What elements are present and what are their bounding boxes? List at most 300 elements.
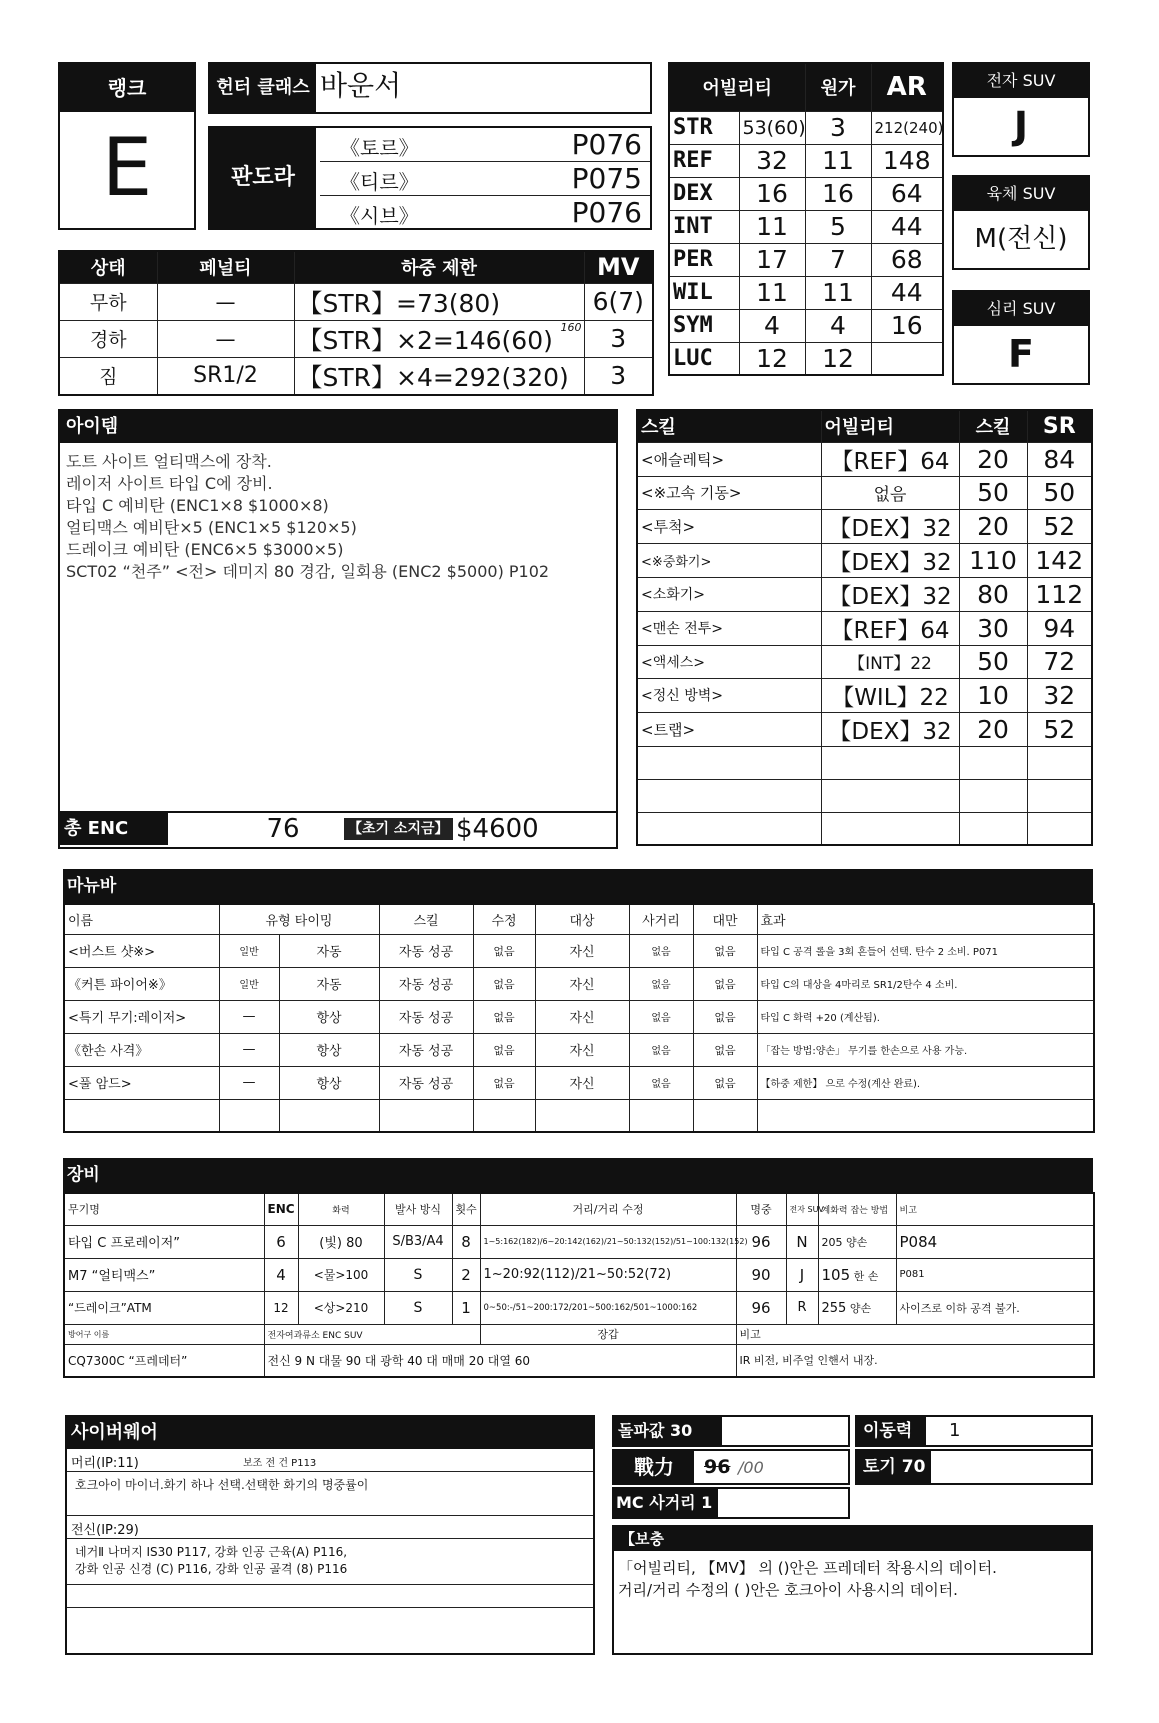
weapon-header: 발사 방식 (384, 1193, 452, 1225)
ability-name: WIL (669, 276, 739, 309)
power-box (612, 1449, 850, 1485)
skill-value: 30 (959, 611, 1027, 645)
maneuver-header: 수정 (473, 904, 535, 934)
maneuver-timing: 항상 (279, 1033, 379, 1066)
ability-ar: 68 (871, 243, 943, 276)
weapon-header: 무기명 (64, 1193, 264, 1225)
class-value: 바운서 (320, 69, 402, 102)
ability-base: 12 (739, 342, 805, 375)
maneuver-effect: 타입 C 화력 +20 (계산됨). (757, 1000, 1094, 1033)
ability-header: 원가 (805, 63, 871, 111)
weapons-table (63, 1192, 1095, 1378)
skill-sr: 52 (1027, 712, 1092, 746)
armor-header-group (264, 1324, 480, 1344)
cyberware-slot-name: 머리(IP:11) (71, 1456, 139, 1471)
ability-ar: 64 (871, 177, 943, 210)
weapon-count: 1 (452, 1291, 480, 1324)
item-line: 레이저 사이트 타입 C에 장비. (66, 474, 273, 493)
class-box (208, 62, 652, 114)
physical-suv-value: M(전신) (974, 224, 1068, 254)
skill-empty (637, 779, 821, 812)
mental-suv-value: F (1008, 332, 1034, 376)
skill-value: 50 (959, 645, 1027, 678)
weapon-power-grip (818, 1225, 896, 1258)
armor-header: 비고 (736, 1324, 1094, 1344)
maneuver-cost: 없음 (693, 934, 757, 967)
enc-label: 총 ENC (60, 813, 168, 845)
move-value: 1 (949, 1420, 961, 1441)
status-note: 160 (560, 320, 582, 334)
items-box (58, 409, 618, 849)
skill-value: 20 (959, 442, 1027, 476)
supplement-line: 거리/거리 수정의 ( )안은 호크아이 사용시의 데이터. (618, 1581, 958, 1599)
skill-name: <트랩> (637, 712, 821, 746)
maneuver-range: 없음 (629, 1000, 693, 1033)
item-line: 얼티맥스 예비탄×5 (ENC1×5 $120×5) (66, 518, 357, 537)
skill-name: <애슬레틱> (637, 442, 821, 476)
weapon-enc: 12 (264, 1291, 298, 1324)
weapon-header-power-grip (818, 1193, 896, 1225)
skill-ability: 【INT】22 (821, 645, 959, 678)
skill-empty (637, 812, 821, 845)
skill-name: <맨손 전투> (637, 611, 821, 645)
status-penalty: — (157, 320, 294, 357)
maneuver-effect: 타입 C의 대상을 4마리로 SR1/2탄수 4 소비. (757, 967, 1094, 1000)
weapon-power-grip (818, 1291, 896, 1324)
item-line: SCT02 “천주” <전> 데미지 80 경감, 일회용 (ENC2 $5000) P102 (66, 562, 550, 581)
weapon-fire: <상>210 (298, 1291, 384, 1324)
maneuver-effect: 타입 C 공격 롤을 3회 흔들어 선택. 탄수 2 소비. P071 (757, 934, 1094, 967)
weapon-power-grip (818, 1258, 896, 1291)
weapon-header: 전자 SUV (786, 1193, 818, 1225)
weapon-header: 계화력 (821, 1205, 848, 1216)
maneuver-empty (64, 1099, 219, 1132)
item-line: 타입 C 예비탄 (ENC1×8 $1000×8) (66, 496, 329, 515)
maneuver-timing: 자동 (279, 967, 379, 1000)
maneuver-mod: 없음 (473, 1000, 535, 1033)
ability-ar: 16 (871, 309, 943, 342)
status-limit-cell (294, 320, 584, 357)
ability-cost: 4 (805, 309, 871, 342)
status-limit: 【STR】×4=292(320) (294, 357, 584, 395)
maneuver-empty (535, 1099, 629, 1132)
cyberware-box (65, 1415, 595, 1655)
maneuver-header: 효과 (757, 904, 1094, 934)
weapon-header: 화력 (298, 1193, 384, 1225)
skill-value: 20 (959, 509, 1027, 543)
maneuver-timing: 항상 (279, 1066, 379, 1099)
pandora-item (320, 128, 650, 162)
rank-label: 랭크 (60, 64, 194, 112)
maneuver-header: 대상 (535, 904, 629, 934)
weapon-grip: 양손 (846, 1235, 868, 1249)
skill-value: 20 (959, 712, 1027, 746)
skill-ability: 【REF】64 (821, 611, 959, 645)
maneuver-target: 자신 (535, 934, 629, 967)
weapon-power: 205 (821, 1235, 843, 1249)
ability-base: 11 (739, 276, 805, 309)
equipment-label: 장비 (63, 1158, 1093, 1192)
skills-header: 어빌리티 (821, 410, 959, 442)
supplement-box (612, 1525, 1093, 1655)
ability-cost: 12 (805, 342, 871, 375)
maneuver-range: 없음 (629, 934, 693, 967)
electronic-suv-box (952, 62, 1090, 157)
maneuver-header: 이름 (64, 904, 219, 934)
maneuver-target: 자신 (535, 1000, 629, 1033)
skill-empty (1027, 746, 1092, 779)
skill-empty (821, 779, 959, 812)
skill-sr: 142 (1027, 543, 1092, 577)
maneuver-skill: 자동 성공 (379, 967, 473, 1000)
maneuver-name: 《한손 사격》 (64, 1033, 219, 1066)
item-line: 드레이크 예비탄 (ENC6×5 $3000×5) (66, 540, 344, 559)
maneuver-target: 자신 (535, 1066, 629, 1099)
weapon-suv: J (786, 1258, 818, 1291)
cyberware-slot-sub: 보조 전 건 P113 (243, 1458, 317, 1469)
maneuver-timing: 항상 (279, 1000, 379, 1033)
maneuver-cost: 없음 (693, 1066, 757, 1099)
ability-name: DEX (669, 177, 739, 210)
skill-sr: 32 (1027, 678, 1092, 712)
maneuver-type: 일반 (219, 934, 279, 967)
supplement-label: 【보충 (614, 1527, 1091, 1551)
skill-sr: 72 (1027, 645, 1092, 678)
ability-ar: 44 (871, 276, 943, 309)
status-header: 하중 제한 (294, 251, 584, 283)
ability-name: LUC (669, 342, 739, 375)
power-label: 戰力 (614, 1451, 694, 1483)
ability-base: 17 (739, 243, 805, 276)
skill-value: 80 (959, 577, 1027, 611)
retreat-box (855, 1449, 1093, 1485)
weapon-suv: N (786, 1225, 818, 1258)
weapon-grip: 양손 (849, 1301, 872, 1315)
weapon-range: 1~5:162(182)/6~20:142(162)/21~50:132(152)/51~100:132(152) (480, 1225, 736, 1258)
maneuvers-table (63, 903, 1095, 1133)
weapon-header: 잡는 방법 (850, 1205, 889, 1216)
status-header: 페널티 (157, 251, 294, 283)
status-mv: 3 (584, 357, 653, 395)
maneuver-mod: 없음 (473, 1033, 535, 1066)
ability-base: 4 (739, 309, 805, 342)
money-label: 【초기 소지금】 (344, 818, 453, 840)
skill-empty (959, 746, 1027, 779)
weapon-hit: 90 (736, 1258, 786, 1291)
pandora-item (320, 162, 650, 196)
maneuver-timing: 자동 (279, 934, 379, 967)
skill-name: <정신 방벽> (637, 678, 821, 712)
armor-header: 전자여과류소 (267, 1330, 320, 1341)
ability-ar: 44 (871, 210, 943, 243)
skill-ability: 【DEX】32 (821, 509, 959, 543)
ability-ar (871, 342, 943, 375)
skill-empty (821, 746, 959, 779)
physical-suv-label: 육체 SUV (954, 177, 1088, 211)
maneuver-skill: 자동 성공 (379, 1000, 473, 1033)
weapon-name: 타입 C 프로레이저” (64, 1225, 264, 1258)
skill-name: <소화기> (637, 577, 821, 611)
maneuver-type: 일반 (219, 967, 279, 1000)
skill-empty (1027, 779, 1092, 812)
supplement-line: 「어빌리티, 【MV】 의 ()안은 프레데터 착용시의 데이터. (618, 1559, 997, 1577)
ability-cost: 5 (805, 210, 871, 243)
weapon-hit: 96 (736, 1225, 786, 1258)
armor-value: 전신 9 N 대물 90 대 광학 40 대 매매 20 대열 60 (264, 1344, 736, 1377)
maneuver-effect: 【하중 제한】 으로 수정(계산 완료). (757, 1066, 1094, 1099)
rank-box (58, 62, 196, 230)
move-label: 이동력 (857, 1417, 926, 1445)
skill-ability: 【REF】64 (821, 442, 959, 476)
weapon-name: “드레이크”ATM (64, 1291, 264, 1324)
power-note: /00 (738, 1458, 764, 1477)
weapon-header: 횟수 (452, 1193, 480, 1225)
maneuver-range: 없음 (629, 1066, 693, 1099)
maneuver-name: 《커튼 파이어※》 (64, 967, 219, 1000)
pandora-page: P076 (571, 196, 642, 229)
maneuver-range: 없음 (629, 967, 693, 1000)
skill-sr: 112 (1027, 577, 1092, 611)
breakthrough-box (612, 1415, 850, 1447)
cyberware-desc: 네거Ⅱ 나머지 IS30 P117, 강화 인공 근육(A) P116, 강화 인공 신경 (C) P116, 강화 인공 골격 (8) P116 (67, 1539, 593, 1585)
weapon-header: 비고 (896, 1193, 1094, 1225)
items-label: 아이템 (60, 411, 616, 443)
ability-base: 11 (739, 210, 805, 243)
ability-cost: 16 (805, 177, 871, 210)
ability-header: AR (871, 63, 943, 111)
maneuver-empty (279, 1099, 379, 1132)
status-state: 짐 (59, 357, 157, 395)
cyberware-empty-slot (67, 1585, 593, 1608)
skill-sr: 94 (1027, 611, 1092, 645)
status-header: 상태 (59, 251, 157, 283)
maneuver-empty (693, 1099, 757, 1132)
maneuver-cost: 없음 (693, 1033, 757, 1066)
armor-header: ENC (322, 1330, 342, 1341)
skill-name: <투척> (637, 509, 821, 543)
ability-name: INT (669, 210, 739, 243)
pandora-name: 《시브》 (340, 204, 419, 228)
maneuver-empty (219, 1099, 279, 1132)
status-state: 경하 (59, 320, 157, 357)
skills-header: 스킬 (959, 410, 1027, 442)
maneuver-skill: 자동 성공 (379, 1033, 473, 1066)
mc-range-label: MC 사거리 1 (614, 1489, 718, 1517)
status-mv: 3 (584, 320, 653, 357)
weapon-count: 8 (452, 1225, 480, 1258)
breakthrough-label: 돌파값 30 (614, 1417, 722, 1445)
ability-name: STR (669, 111, 739, 144)
maneuver-header: 대만 (693, 904, 757, 934)
pandora-box (208, 126, 652, 230)
mental-suv-label: 심리 SUV (954, 292, 1088, 326)
maneuver-target: 자신 (535, 967, 629, 1000)
skill-sr: 84 (1027, 442, 1092, 476)
cyberware-slot (67, 1449, 593, 1472)
ability-base: 32 (739, 144, 805, 177)
physical-suv-box (952, 175, 1090, 270)
maneuver-type: — (219, 1000, 279, 1033)
maneuver-cost: 없음 (693, 967, 757, 1000)
weapon-mode: S (384, 1291, 452, 1324)
cyberware-slot-name: 전신(IP:29) (71, 1523, 139, 1538)
skill-sr: 52 (1027, 509, 1092, 543)
weapon-suv: R (786, 1291, 818, 1324)
mc-range-box (612, 1487, 850, 1519)
skill-name: <※고속 기동> (637, 476, 821, 509)
weapon-name: M7 “얼티맥스” (64, 1258, 264, 1291)
item-line: 도트 사이트 얼티맥스에 장착. (66, 452, 272, 471)
maneuver-mod: 없음 (473, 1066, 535, 1099)
electronic-suv-label: 전자 SUV (954, 64, 1088, 98)
enc-row (60, 811, 616, 847)
ability-ar: 212(240) (871, 111, 943, 144)
pandora-name: 《티르》 (340, 170, 419, 194)
status-state: 무하 (59, 283, 157, 320)
pandora-item (320, 196, 650, 228)
weapon-note: P084 (896, 1225, 1094, 1258)
electronic-suv-value: J (1013, 104, 1029, 148)
maneuver-skill: 자동 성공 (379, 934, 473, 967)
supplement-lines (614, 1551, 1091, 1607)
maneuver-type: — (219, 1066, 279, 1099)
status-penalty: SR1/2 (157, 357, 294, 395)
skill-value: 110 (959, 543, 1027, 577)
maneuver-header: 스킬 (379, 904, 473, 934)
skill-empty (637, 746, 821, 779)
pandora-label: 판도라 (210, 128, 316, 228)
maneuver-header: 유형 타이밍 (219, 904, 379, 934)
pandora-name: 《토르》 (340, 136, 419, 160)
weapon-range: 1~20:92(112)/21~50:52(72) (480, 1258, 736, 1291)
skill-empty (1027, 812, 1092, 845)
status-table (58, 250, 654, 396)
skill-sr: 50 (1027, 476, 1092, 509)
ability-cost: 3 (805, 111, 871, 144)
skill-ability: 【WIL】22 (821, 678, 959, 712)
ability-header: 어빌리티 (669, 63, 805, 111)
skill-empty (959, 779, 1027, 812)
money-value: $4600 (456, 814, 539, 844)
maneuver-empty (379, 1099, 473, 1132)
maneuver-effect: 「잡는 방법:양손」 무기를 한손으로 사용 가능. (757, 1033, 1094, 1066)
weapon-mode: S (384, 1258, 452, 1291)
armor-header: SUV (344, 1330, 363, 1341)
weapon-enc: 6 (264, 1225, 298, 1258)
pandora-page: P075 (571, 162, 642, 195)
skill-empty (959, 812, 1027, 845)
status-header: MV (584, 251, 653, 283)
maneuver-mod: 없음 (473, 967, 535, 1000)
ability-name: SYM (669, 309, 739, 342)
skills-header: 스킬 (637, 410, 821, 442)
weapon-fire: <물>100 (298, 1258, 384, 1291)
weapon-mode: S/B3/A4 (384, 1225, 452, 1258)
skills-table (636, 409, 1093, 846)
weapon-power: 105 (821, 1265, 851, 1284)
maneuver-mod: 없음 (473, 934, 535, 967)
pandora-page: P076 (571, 128, 642, 161)
weapon-header: 거리/거리 수정 (480, 1193, 736, 1225)
mental-suv-box (952, 290, 1090, 385)
weapon-grip: 한 손 (853, 1269, 879, 1283)
rank-value: E (101, 121, 153, 214)
maneuver-type: — (219, 1033, 279, 1066)
weapon-enc: 4 (264, 1258, 298, 1291)
armor-note: IR 비전, 비주얼 인핸서 내장. (736, 1344, 1094, 1377)
maneuver-empty (757, 1099, 1094, 1132)
skill-name: <※중화기> (637, 543, 821, 577)
enc-value: 76 (266, 814, 300, 844)
pandora-list (320, 128, 650, 228)
weapon-note: P081 (896, 1258, 1094, 1291)
ability-cost: 11 (805, 276, 871, 309)
weapon-header: ENC (264, 1193, 298, 1225)
ability-base: 53(60) (739, 111, 805, 144)
armor-header: 방어구 이름 (64, 1324, 264, 1344)
cyberware-slot (67, 1516, 593, 1539)
skill-value: 50 (959, 476, 1027, 509)
weapon-hit: 96 (736, 1291, 786, 1324)
maneuver-cost: 없음 (693, 1000, 757, 1033)
weapon-header: 명중 (736, 1193, 786, 1225)
maneuver-header: 사거리 (629, 904, 693, 934)
retreat-label: 토기 70 (857, 1451, 931, 1483)
ability-name: PER (669, 243, 739, 276)
items-list (60, 443, 616, 591)
status-limit: 【STR】×2=146(60) (297, 325, 553, 355)
ability-table (668, 62, 944, 376)
ability-cost: 7 (805, 243, 871, 276)
maneuver-name: <버스트 샷※> (64, 934, 219, 967)
ability-cost: 11 (805, 144, 871, 177)
armor-header: 장갑 (480, 1324, 736, 1344)
maneuver-empty (629, 1099, 693, 1132)
maneuver-name: <풀 암드> (64, 1066, 219, 1099)
status-mv: 6(7) (584, 283, 653, 320)
skill-value: 10 (959, 678, 1027, 712)
move-box (855, 1415, 1093, 1447)
skill-ability: 없음 (821, 476, 959, 509)
maneuver-range: 없음 (629, 1033, 693, 1066)
class-label: 헌터 클래스 (210, 64, 316, 112)
weapon-power: 255 (821, 1300, 847, 1316)
maneuver-name: <특기 무기:레이저> (64, 1000, 219, 1033)
cyberware-desc: 호크아이 마이너.화기 하나 선택.선택한 화기의 명중률이 (67, 1472, 593, 1516)
ability-name: REF (669, 144, 739, 177)
weapon-note: 사이즈로 이하 공격 불가. (896, 1291, 1094, 1324)
skill-name: <액세스> (637, 645, 821, 678)
armor-name: CQ7300C “프레데터” (64, 1344, 264, 1377)
weapon-count: 2 (452, 1258, 480, 1291)
maneuver-target: 자신 (535, 1033, 629, 1066)
status-limit: 【STR】=73(80) (294, 283, 584, 320)
status-penalty: — (157, 283, 294, 320)
skills-header: SR (1027, 410, 1092, 442)
skill-ability: 【DEX】32 (821, 577, 959, 611)
maneuvers-label: 마뉴바 (63, 869, 1093, 903)
skill-empty (821, 812, 959, 845)
ability-base: 16 (739, 177, 805, 210)
power-value: 96 (704, 1456, 731, 1478)
skill-ability: 【DEX】32 (821, 543, 959, 577)
maneuver-skill: 자동 성공 (379, 1066, 473, 1099)
cyberware-label: 사이버웨어 (67, 1417, 593, 1449)
ability-ar: 148 (871, 144, 943, 177)
weapon-range: 0~50:-/51~200:172/201~500:162/501~1000:162 (480, 1291, 736, 1324)
weapon-fire: (빛) 80 (298, 1225, 384, 1258)
maneuver-empty (473, 1099, 535, 1132)
